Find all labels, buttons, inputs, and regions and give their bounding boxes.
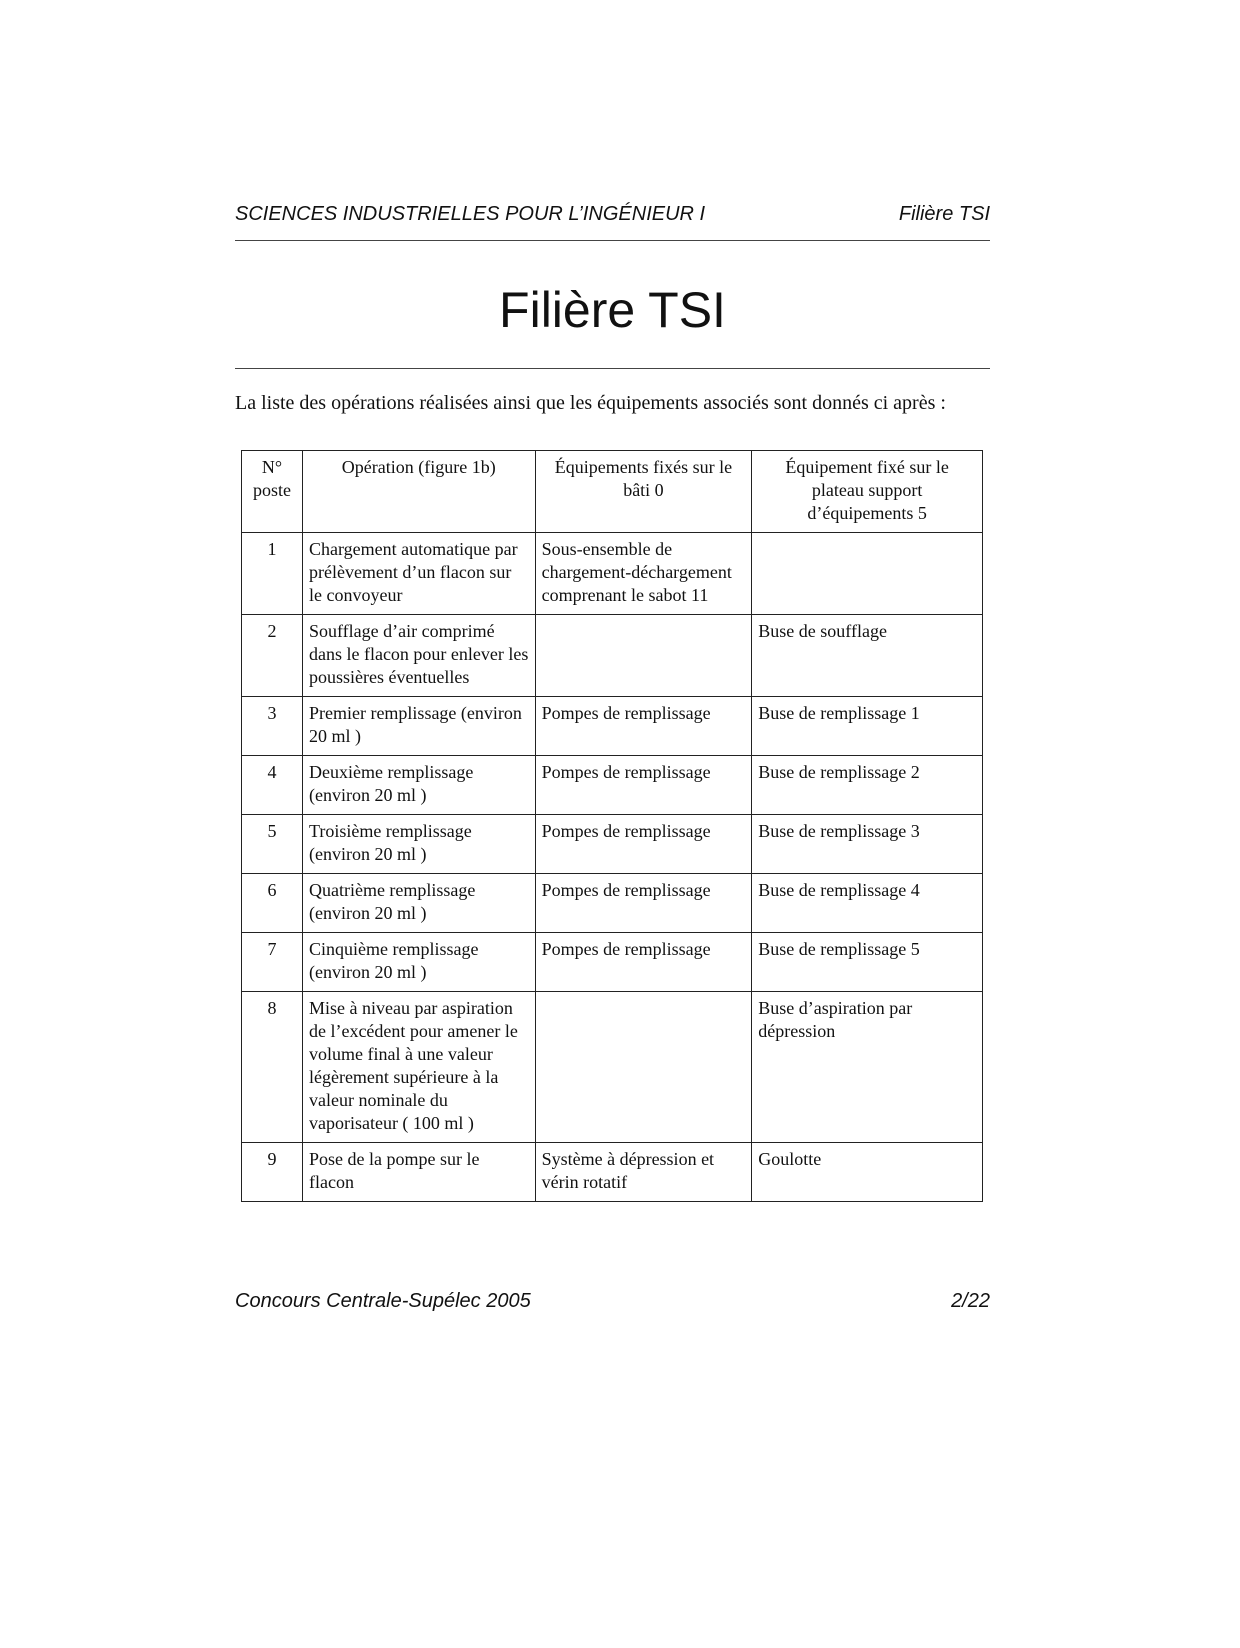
station-number: 9 [242, 1143, 303, 1202]
frame-equipment-cell [535, 992, 752, 1143]
operations-table [241, 450, 983, 1202]
frame-equipment-cell: Système à dépression et vérin rotatif [535, 1143, 752, 1202]
table-row [242, 874, 983, 933]
running-footer [235, 1290, 990, 1313]
plate-equipment-cell [752, 533, 983, 615]
intro-paragraph: La liste des opérations réalisées ainsi que les équipements associés sont donnés ci après : [235, 392, 946, 414]
operation-cell: Soufflage d’air comprimé dans le flacon pour enlever les poussières éventuelles [302, 615, 535, 697]
running-header [235, 203, 990, 226]
frame-equipment-cell: Pompes de remplissage [535, 933, 752, 992]
page-number: 2/22 [951, 1290, 990, 1312]
operation-cell: Cinquième remplissage (environ 20 ml ) [302, 933, 535, 992]
operation-cell: Pose de la pompe sur le flacon [302, 1143, 535, 1202]
frame-equipment-cell: Pompes de remplissage [535, 756, 752, 815]
operation-cell: Premier remplissage (environ 20 ml ) [302, 697, 535, 756]
station-number: 7 [242, 933, 303, 992]
page-title: Filière TSI [499, 281, 726, 338]
operation-cell: Mise à niveau par aspiration de l’excédent pour amener le volume final à une valeur légèrement supérieure à la valeur nominale du vaporisateur ( 100 ml ) [302, 992, 535, 1143]
plate-equipment-cell: Buse de remplissage 4 [752, 874, 983, 933]
operation-cell: Troisième remplissage (environ 20 ml ) [302, 815, 535, 874]
section-rule [235, 368, 990, 369]
station-number: 3 [242, 697, 303, 756]
operation-cell: Deuxième remplissage (environ 20 ml ) [302, 756, 535, 815]
plate-equipment-cell: Buse de remplissage 3 [752, 815, 983, 874]
operation-cell: Quatrième remplissage (environ 20 ml ) [302, 874, 535, 933]
station-number: 4 [242, 756, 303, 815]
frame-equipment-cell: Pompes de remplissage [535, 815, 752, 874]
operation-cell: Chargement automatique par prélèvement d’un flacon sur le convoyeur [302, 533, 535, 615]
header-plate-equipment: Équipement fixé sur le plateau support d’équipements 5 [752, 451, 983, 533]
table-row [242, 815, 983, 874]
footer-exam-name: Concours Centrale-Supélec 2005 [235, 1290, 531, 1312]
frame-equipment-cell: Pompes de remplissage [535, 874, 752, 933]
table-header-row [242, 451, 983, 533]
table-row [242, 992, 983, 1143]
plate-equipment-cell: Buse d’aspiration par dépression [752, 992, 983, 1143]
header-operation: Opération (figure 1b) [302, 451, 535, 533]
table-row [242, 933, 983, 992]
station-number: 8 [242, 992, 303, 1143]
header-track: Filière TSI [898, 203, 990, 225]
header-course-title: SCIENCES INDUSTRIELLES POUR L’INGÉNIEUR I [235, 203, 706, 225]
station-number: 5 [242, 815, 303, 874]
plate-equipment-cell: Buse de remplissage 5 [752, 933, 983, 992]
station-number: 6 [242, 874, 303, 933]
table-row [242, 533, 983, 615]
station-number: 2 [242, 615, 303, 697]
plate-equipment-cell: Goulotte [752, 1143, 983, 1202]
plate-equipment-cell: Buse de remplissage 2 [752, 756, 983, 815]
table-row [242, 615, 983, 697]
table-row [242, 697, 983, 756]
plate-equipment-cell: Buse de remplissage 1 [752, 697, 983, 756]
frame-equipment-cell [535, 615, 752, 697]
table-row [242, 1143, 983, 1202]
header-frame-equipment: Équipements fixés sur le bâti 0 [535, 451, 752, 533]
header-station-number: N° poste [242, 451, 303, 533]
frame-equipment-cell: Sous-ensemble de chargement-déchargement comprenant le sabot 11 [535, 533, 752, 615]
frame-equipment-cell: Pompes de remplissage [535, 697, 752, 756]
station-number: 1 [242, 533, 303, 615]
header-rule [235, 240, 990, 241]
plate-equipment-cell: Buse de soufflage [752, 615, 983, 697]
table-row [242, 756, 983, 815]
